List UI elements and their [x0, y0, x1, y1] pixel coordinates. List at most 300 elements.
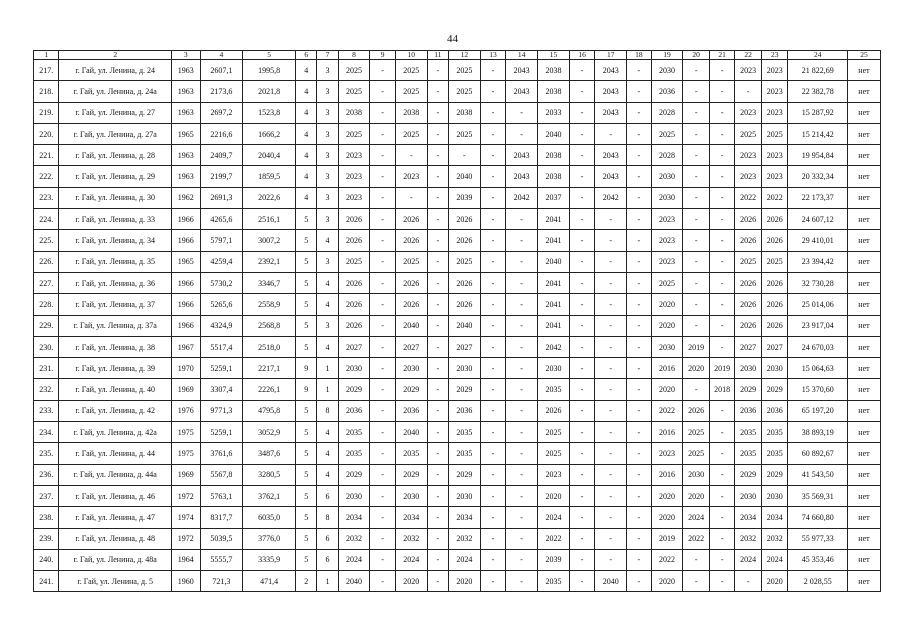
data-cell: - — [480, 294, 505, 315]
data-cell: - — [480, 336, 505, 357]
status-cell: нет — [847, 549, 880, 570]
data-cell: 2026 — [735, 209, 762, 230]
data-cell: - — [427, 507, 448, 528]
data-cell: 2030 — [448, 358, 480, 379]
data-cell: 3280,5 — [243, 464, 296, 485]
data-cell: - — [569, 102, 594, 123]
cost-cell: 21 822,69 — [788, 60, 847, 81]
data-cell: 2026 — [448, 294, 480, 315]
data-cell: - — [709, 400, 734, 421]
status-cell: нет — [847, 294, 880, 315]
data-cell: 3007,2 — [243, 230, 296, 251]
data-cell: 2038 — [448, 102, 480, 123]
data-cell: 2036 — [448, 400, 480, 421]
data-cell: 2030 — [735, 358, 762, 379]
data-cell: 4 — [296, 81, 317, 102]
data-cell: 2030 — [448, 485, 480, 506]
data-cell: - — [569, 251, 594, 272]
data-cell: - — [480, 507, 505, 528]
data-cell: - — [595, 358, 627, 379]
row-index-cell: 236. — [34, 464, 59, 485]
data-cell: 2019 — [709, 358, 734, 379]
column-header: 23 — [761, 51, 788, 60]
data-cell: 2392,1 — [243, 251, 296, 272]
data-cell: 1523,8 — [243, 102, 296, 123]
data-cell: - — [370, 81, 395, 102]
row-index-cell: 225. — [34, 230, 59, 251]
data-cell: 5 — [296, 230, 317, 251]
status-cell: нет — [847, 528, 880, 549]
data-cell: 2027 — [761, 336, 788, 357]
data-cell: 5567,8 — [200, 464, 242, 485]
column-number-header — [34, 51, 881, 60]
data-cell: 2023 — [651, 230, 683, 251]
data-cell: - — [709, 571, 734, 592]
table-row — [34, 422, 881, 443]
data-cell: 2029 — [448, 464, 480, 485]
data-cell: 4 — [296, 102, 317, 123]
table-row — [34, 549, 881, 570]
data-cell: 5517,4 — [200, 336, 242, 357]
data-cell: 1969 — [171, 464, 200, 485]
column-header: 25 — [847, 51, 880, 60]
data-cell: - — [569, 166, 594, 187]
data-cell: 8 — [317, 400, 338, 421]
data-cell: 2023 — [735, 166, 762, 187]
data-cell: 2026 — [338, 230, 370, 251]
column-header: 15 — [538, 51, 570, 60]
data-cell: 2025 — [448, 123, 480, 144]
table-row — [34, 209, 881, 230]
row-index-cell: 238. — [34, 507, 59, 528]
data-cell: 1967 — [171, 336, 200, 357]
data-cell: - — [709, 209, 734, 230]
data-cell: - — [627, 336, 651, 357]
data-cell: 2199,7 — [200, 166, 242, 187]
table-row — [34, 571, 881, 592]
data-cell: 2038 — [538, 166, 570, 187]
column-header: 1 — [34, 51, 59, 60]
data-cell: - — [370, 102, 395, 123]
data-cell: 5 — [296, 507, 317, 528]
cost-cell: 22 173,37 — [788, 187, 847, 208]
data-cell: - — [480, 379, 505, 400]
address-cell: г. Гай, ул. Ленина, д. 36 — [59, 272, 172, 293]
data-cell: 2041 — [538, 315, 570, 336]
cost-cell: 15 214,42 — [788, 123, 847, 144]
data-cell: - — [595, 528, 627, 549]
column-header: 2 — [59, 51, 172, 60]
data-cell: 3 — [317, 102, 338, 123]
data-cell: 5797,1 — [200, 230, 242, 251]
data-cell: - — [627, 485, 651, 506]
data-cell: 2018 — [709, 379, 734, 400]
cost-cell: 74 660,80 — [788, 507, 847, 528]
data-cell: 2029 — [338, 464, 370, 485]
data-cell: 5 — [296, 294, 317, 315]
data-cell: 2026 — [761, 294, 788, 315]
data-cell: 1965 — [171, 123, 200, 144]
data-cell: 2023 — [761, 166, 788, 187]
data-cell: 2173,6 — [200, 81, 242, 102]
data-cell: - — [569, 294, 594, 315]
data-cell: - — [627, 230, 651, 251]
data-cell: 2026 — [448, 230, 480, 251]
row-index-cell: 226. — [34, 251, 59, 272]
data-cell: 2035 — [448, 422, 480, 443]
data-cell: - — [395, 187, 427, 208]
data-cell: - — [709, 102, 734, 123]
data-cell: - — [627, 294, 651, 315]
row-index-cell: 220. — [34, 123, 59, 144]
header-row — [34, 51, 881, 60]
data-cell: - — [480, 187, 505, 208]
cost-cell: 15 370,60 — [788, 379, 847, 400]
cost-cell: 29 410,01 — [788, 230, 847, 251]
data-cell: - — [569, 230, 594, 251]
data-cell: 6 — [317, 549, 338, 570]
data-cell: 1964 — [171, 549, 200, 570]
data-cell: - — [683, 102, 710, 123]
table-row — [34, 102, 881, 123]
data-cell: 1859,5 — [243, 166, 296, 187]
data-cell: 2040 — [395, 422, 427, 443]
data-cell: - — [683, 230, 710, 251]
data-cell: - — [627, 358, 651, 379]
data-cell: - — [480, 81, 505, 102]
column-header: 14 — [506, 51, 538, 60]
cost-cell: 25 014,06 — [788, 294, 847, 315]
data-cell: 1972 — [171, 485, 200, 506]
data-cell: - — [569, 379, 594, 400]
row-index-cell: 230. — [34, 336, 59, 357]
cost-cell: 32 730,28 — [788, 272, 847, 293]
address-cell: г. Гай, ул. Ленина, д. 24 — [59, 60, 172, 81]
data-cell: 2023 — [651, 443, 683, 464]
table-row — [34, 485, 881, 506]
data-cell: - — [595, 507, 627, 528]
status-cell: нет — [847, 443, 880, 464]
data-cell: 2023 — [651, 209, 683, 230]
data-cell: 2026 — [395, 230, 427, 251]
data-cell: 2024 — [538, 507, 570, 528]
address-cell: г. Гай, ул. Ленина, д. 48 — [59, 528, 172, 549]
data-cell: 2043 — [595, 166, 627, 187]
address-cell: г. Гай, ул. Ленина, д. 48а — [59, 549, 172, 570]
data-cell: 2040 — [448, 315, 480, 336]
data-cell: - — [627, 528, 651, 549]
data-cell: 2697,2 — [200, 102, 242, 123]
address-cell: г. Гай, ул. Ленина, д. 35 — [59, 251, 172, 272]
data-cell: - — [480, 145, 505, 166]
status-cell: нет — [847, 60, 880, 81]
data-cell: 2023 — [761, 102, 788, 123]
cost-cell: 23 394,42 — [788, 251, 847, 272]
data-cell: 2030 — [338, 358, 370, 379]
row-index-cell: 224. — [34, 209, 59, 230]
data-cell: 2026 — [448, 209, 480, 230]
data-cell: - — [627, 400, 651, 421]
data-cell: - — [370, 251, 395, 272]
data-cell: 2032 — [448, 528, 480, 549]
data-cell: 2035 — [538, 379, 570, 400]
data-cell: - — [627, 81, 651, 102]
data-cell: 2034 — [338, 507, 370, 528]
data-cell: - — [569, 123, 594, 144]
data-cell: - — [480, 443, 505, 464]
data-cell: 4265,6 — [200, 209, 242, 230]
cost-cell: 45 353,46 — [788, 549, 847, 570]
address-cell: г. Гай, ул. Ленина, д. 30 — [59, 187, 172, 208]
cost-cell: 24 607,12 — [788, 209, 847, 230]
data-cell: - — [370, 166, 395, 187]
data-cell: 1960 — [171, 571, 200, 592]
data-cell: 2023 — [735, 60, 762, 81]
data-cell: 2026 — [761, 209, 788, 230]
data-cell: 2025 — [395, 251, 427, 272]
cost-cell: 23 917,04 — [788, 315, 847, 336]
data-cell: 3 — [317, 209, 338, 230]
data-cell: 2026 — [338, 272, 370, 293]
data-cell: - — [709, 485, 734, 506]
data-cell: - — [683, 123, 710, 144]
data-cell: 1963 — [171, 81, 200, 102]
status-cell: нет — [847, 251, 880, 272]
data-cell: 2020 — [651, 294, 683, 315]
data-cell: 2029 — [448, 379, 480, 400]
address-cell: г. Гай, ул. Ленина, д. 5 — [59, 571, 172, 592]
data-cell: 1995,8 — [243, 60, 296, 81]
data-cell: - — [627, 166, 651, 187]
data-cell: 2029 — [395, 379, 427, 400]
data-cell: - — [709, 422, 734, 443]
data-cell: - — [595, 251, 627, 272]
data-cell: 2035 — [761, 422, 788, 443]
data-cell: 2024 — [338, 549, 370, 570]
table-row — [34, 358, 881, 379]
data-cell: 3 — [317, 166, 338, 187]
data-cell: 4 — [317, 230, 338, 251]
data-cell: - — [627, 251, 651, 272]
data-cell: - — [627, 209, 651, 230]
data-cell: 2036 — [761, 400, 788, 421]
data-cell: 1970 — [171, 358, 200, 379]
data-cell: - — [569, 145, 594, 166]
data-cell: 2029 — [761, 379, 788, 400]
address-cell: г. Гай, ул. Ленина, д. 37 — [59, 294, 172, 315]
data-cell: 3762,1 — [243, 485, 296, 506]
data-cell: 2026 — [338, 209, 370, 230]
data-cell: 2040 — [538, 251, 570, 272]
data-cell: 2025 — [683, 443, 710, 464]
cost-cell: 24 670,03 — [788, 336, 847, 357]
data-cell: 2020 — [651, 315, 683, 336]
data-cell: 2024 — [761, 549, 788, 570]
data-cell: 2034 — [395, 507, 427, 528]
data-cell: 3776,0 — [243, 528, 296, 549]
data-cell: 2030 — [338, 485, 370, 506]
data-cell: 1 — [317, 358, 338, 379]
data-cell: - — [370, 485, 395, 506]
data-cell: 2022,6 — [243, 187, 296, 208]
data-cell: 2032 — [761, 528, 788, 549]
data-cell: 2025 — [448, 251, 480, 272]
data-cell: 5 — [296, 400, 317, 421]
data-cell: - — [569, 358, 594, 379]
data-cell: - — [370, 123, 395, 144]
data-cell: 2027 — [735, 336, 762, 357]
data-cell: 4 — [296, 166, 317, 187]
data-cell: - — [709, 187, 734, 208]
data-cell: 2043 — [595, 60, 627, 81]
data-cell: - — [683, 81, 710, 102]
data-cell: - — [709, 528, 734, 549]
column-header: 17 — [595, 51, 627, 60]
status-cell: нет — [847, 358, 880, 379]
data-cell: - — [569, 443, 594, 464]
column-header: 9 — [370, 51, 395, 60]
data-cell: 2024 — [448, 549, 480, 570]
data-cell: 2034 — [761, 507, 788, 528]
data-cell: 4 — [296, 145, 317, 166]
data-cell: - — [683, 379, 710, 400]
data-cell: 2022 — [538, 528, 570, 549]
data-cell: - — [595, 379, 627, 400]
data-cell: 2040 — [538, 123, 570, 144]
data-cell: 1974 — [171, 507, 200, 528]
cost-cell: 15 287,92 — [788, 102, 847, 123]
data-cell: 2020 — [683, 485, 710, 506]
data-cell: 2032 — [395, 528, 427, 549]
data-cell: - — [480, 230, 505, 251]
data-cell: 2022 — [651, 400, 683, 421]
data-cell: - — [370, 549, 395, 570]
data-cell: 5 — [296, 251, 317, 272]
data-cell: 2038 — [338, 102, 370, 123]
data-cell: - — [569, 60, 594, 81]
status-cell: нет — [847, 145, 880, 166]
cost-cell: 15 064,63 — [788, 358, 847, 379]
data-cell: - — [448, 145, 480, 166]
data-cell: - — [427, 187, 448, 208]
data-cell: 2025 — [448, 81, 480, 102]
status-cell: нет — [847, 123, 880, 144]
data-cell: - — [569, 400, 594, 421]
data-cell: - — [427, 272, 448, 293]
data-cell: - — [427, 123, 448, 144]
data-cell: - — [370, 422, 395, 443]
data-cell: - — [506, 336, 538, 357]
data-cell: 2035 — [448, 443, 480, 464]
data-cell: 2 — [296, 571, 317, 592]
data-cell: 2039 — [448, 187, 480, 208]
address-cell: г. Гай, ул. Ленина, д. 42 — [59, 400, 172, 421]
row-index-cell: 235. — [34, 443, 59, 464]
data-cell: - — [709, 336, 734, 357]
data-cell: - — [595, 400, 627, 421]
data-cell: 2020 — [651, 507, 683, 528]
data-cell: 1975 — [171, 422, 200, 443]
data-cell: - — [480, 251, 505, 272]
data-cell: 2024 — [683, 507, 710, 528]
table-row — [34, 145, 881, 166]
data-cell: - — [427, 528, 448, 549]
data-cell: 4 — [317, 464, 338, 485]
data-cell: - — [709, 81, 734, 102]
data-cell: 2025 — [338, 60, 370, 81]
column-header: 20 — [683, 51, 710, 60]
data-cell: - — [480, 422, 505, 443]
status-cell: нет — [847, 422, 880, 443]
data-cell: 2042 — [538, 336, 570, 357]
data-cell: - — [480, 485, 505, 506]
data-cell: - — [627, 145, 651, 166]
data-cell: - — [569, 549, 594, 570]
table-row — [34, 336, 881, 357]
address-cell: г. Гай, ул. Ленина, д. 28 — [59, 145, 172, 166]
data-cell: 2026 — [683, 400, 710, 421]
data-cell: 2026 — [448, 272, 480, 293]
data-cell: - — [370, 528, 395, 549]
row-index-cell: 240. — [34, 549, 59, 570]
data-cell: - — [427, 358, 448, 379]
data-cell: 1 — [317, 379, 338, 400]
data-cell: - — [370, 400, 395, 421]
column-header: 11 — [427, 51, 448, 60]
data-cell: - — [709, 464, 734, 485]
data-cell: 2020 — [651, 379, 683, 400]
data-cell: 2027 — [338, 336, 370, 357]
data-cell: - — [627, 272, 651, 293]
data-cell: - — [480, 272, 505, 293]
data-cell: 2026 — [735, 294, 762, 315]
data-cell: - — [595, 443, 627, 464]
data-cell: 2516,1 — [243, 209, 296, 230]
row-index-cell: 231. — [34, 358, 59, 379]
data-cell: 2023 — [395, 166, 427, 187]
table-row — [34, 230, 881, 251]
data-cell: - — [370, 507, 395, 528]
data-cell: - — [427, 230, 448, 251]
data-cell: 2040 — [595, 571, 627, 592]
data-cell: 2016 — [651, 464, 683, 485]
data-cell: 2025 — [338, 251, 370, 272]
data-cell: 2020 — [651, 485, 683, 506]
data-cell: 2030 — [761, 485, 788, 506]
address-cell: г. Гай, ул. Ленина, д. 37а — [59, 315, 172, 336]
data-cell: 2607,1 — [200, 60, 242, 81]
table-row — [34, 379, 881, 400]
data-cell: 2035 — [338, 422, 370, 443]
data-cell: 2041 — [538, 272, 570, 293]
status-cell: нет — [847, 400, 880, 421]
data-cell: - — [595, 315, 627, 336]
data-cell: 4 — [317, 422, 338, 443]
data-cell: - — [709, 443, 734, 464]
row-index-cell: 233. — [34, 400, 59, 421]
data-cell: - — [506, 443, 538, 464]
address-cell: г. Гай, ул. Ленина, д. 27а — [59, 123, 172, 144]
data-cell: 2030 — [395, 485, 427, 506]
data-cell: 3 — [317, 60, 338, 81]
data-cell: - — [627, 443, 651, 464]
data-cell: - — [427, 549, 448, 570]
data-cell: 2023 — [761, 145, 788, 166]
row-index-cell: 237. — [34, 485, 59, 506]
data-cell: 9771,3 — [200, 400, 242, 421]
data-cell: - — [569, 336, 594, 357]
cost-cell: 20 332,34 — [788, 166, 847, 187]
